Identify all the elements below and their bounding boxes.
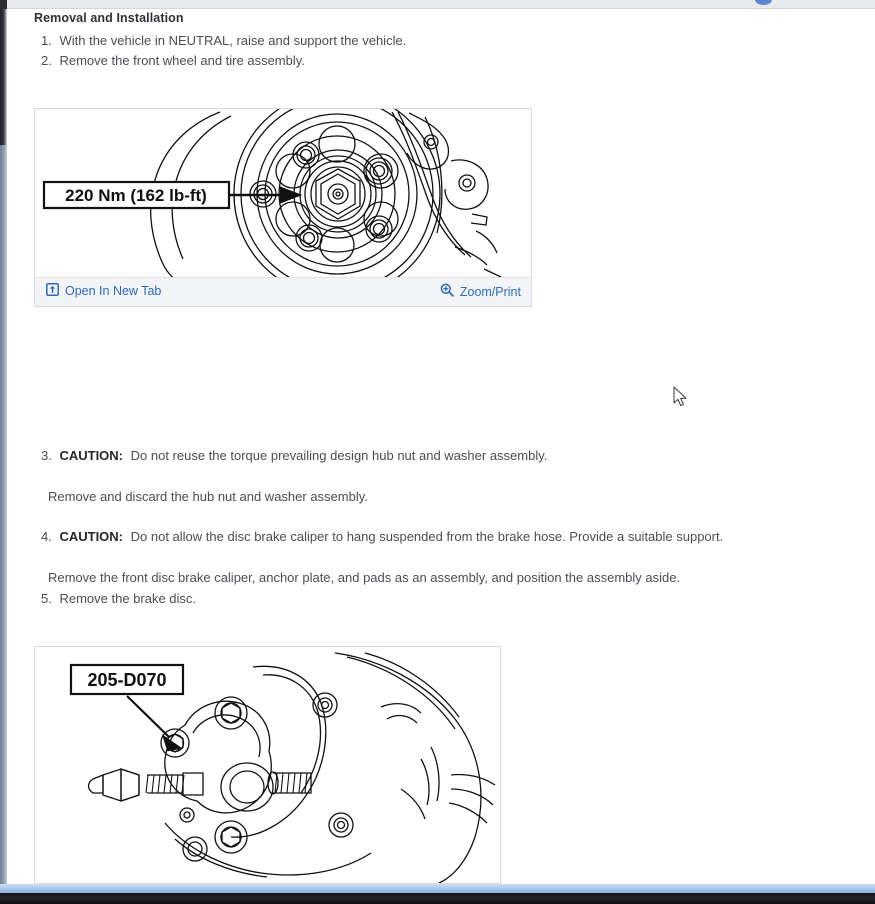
zoom-print-label: Zoom/Print [459,284,521,299]
step-item-3-continuation [48,489,368,505]
figure-callout-label: 220 Nm (162 lb-ft) [65,186,207,205]
zoom-print-button[interactable] [440,283,521,300]
step-text: Do not reuse the torque prevailing design hub nut and washer assembly. [130,448,548,463]
step-item-4 [41,529,723,545]
step-item-2 [41,53,305,69]
figure-image [35,647,500,883]
open-in-new-tab-label: Open In New Tab [65,284,162,298]
brake-hub-diagram-svg [35,109,531,277]
step-number: 2. [41,53,52,68]
figure-hub-nut-torque[interactable] [34,108,532,307]
figure-special-tool[interactable] [34,646,501,884]
page-title: Removal and Installation [34,11,184,25]
window-left-edge-upper [0,9,7,145]
figure-callout [44,182,229,208]
figure-image [35,109,531,278]
caution-label: CAUTION: [59,448,124,463]
magnifier-plus-icon [440,283,454,300]
step-item-3 [41,448,547,464]
open-in-new-tab-button[interactable] [46,283,161,299]
step-item-5 [41,591,196,607]
caution-label: CAUTION: [59,529,124,544]
chrome-blue-indicator-icon[interactable] [755,0,772,5]
window-bottom-accent-bar [0,884,875,893]
figure-callout-label: 205-D070 [87,670,167,690]
step-number: 4. [41,529,52,544]
step-number: 3. [41,448,52,463]
step-number: 1. [41,33,52,48]
window-left-edge-lower [0,145,7,885]
step-number: 5. [41,591,52,606]
step-text: With the vehicle in NEUTRAL, raise and support the vehicle. [59,33,407,48]
open-in-new-tab-icon [46,283,59,299]
step-text: Remove and discard the hub nut and washer assembly. [48,489,368,504]
figure-callout [71,665,183,694]
step-text: Remove the brake disc. [59,591,197,606]
window-chrome-left-corner [0,0,7,9]
step-text: Do not allow the disc brake caliper to hang suspended from the brake hose. Provide a suitable support. [130,529,724,544]
step-item-1 [41,33,406,49]
step-item-4-continuation [48,570,680,586]
figure-toolbar [35,277,531,306]
hub-puller-tool-diagram-svg [35,647,500,883]
window-top-chrome [0,0,875,9]
document-page [7,9,875,884]
taskbar[interactable] [0,893,875,904]
step-text: Remove the front wheel and tire assembly. [59,53,305,68]
step-text: Remove the front disc brake caliper, anchor plate, and pads as an assembly, and position the assembly aside. [48,570,681,585]
